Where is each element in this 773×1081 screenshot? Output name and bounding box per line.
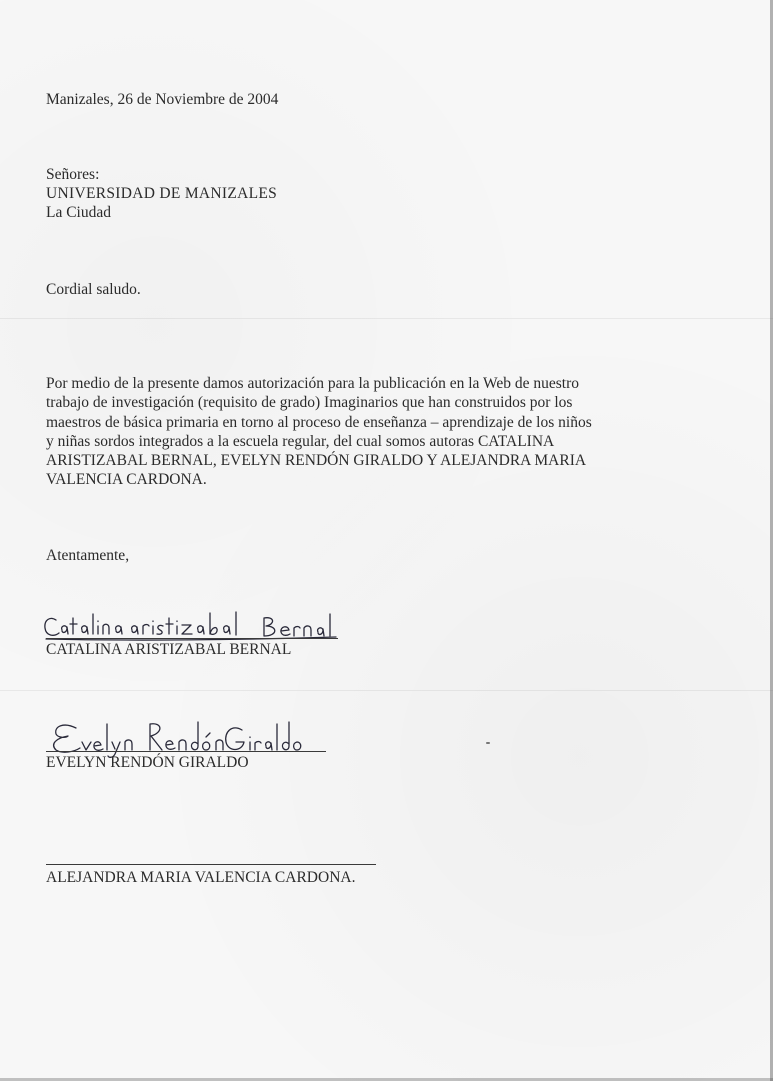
signature-line (46, 751, 326, 752)
letter-date: Manizales, 26 de Noviembre de 2004 (46, 91, 279, 108)
printed-name-catalina: CATALINA ARISTIZABAL BERNAL (46, 641, 292, 658)
recipient-salutation: Señores: (46, 166, 100, 183)
recipient-organization: UNIVERSIDAD DE MANIZALES (46, 185, 278, 202)
signature-line (46, 638, 338, 639)
body-line: maestros de básica primaria en torno al proceso de enseñanza – aprendizaje de los niños (46, 413, 592, 431)
body-line: y niñas sordos integrados a la escuela regular, del cual somos autoras CATALINA (46, 432, 555, 450)
recipient-city: La Ciudad (46, 204, 111, 221)
body-line: VALENCIA CARDONA. (46, 471, 207, 489)
closing: Atentamente, (46, 547, 130, 564)
paper-speck (486, 742, 490, 744)
body-line: Por medio de la presente damos autorización para la publicación en la Web de nuestro (46, 375, 580, 392)
paper-fold-line (0, 690, 773, 691)
paper-fold-line (0, 318, 773, 319)
letter-body (46, 374, 646, 490)
body-line: trabajo de investigación (requisito de grado) Imaginarios que han construidos por los (46, 394, 573, 412)
printed-name-alejandra: ALEJANDRA MARIA VALENCIA CARDONA. (46, 869, 356, 886)
greeting: Cordial saludo. (46, 281, 141, 298)
body-line: ARISTIZABAL BERNAL, EVELYN RENDÓN GIRALDO Y ALEJANDRA MARIA (46, 452, 587, 470)
signature-line (46, 864, 376, 865)
printed-name-evelyn: EVELYN RENDÓN GIRALDO (46, 754, 249, 771)
